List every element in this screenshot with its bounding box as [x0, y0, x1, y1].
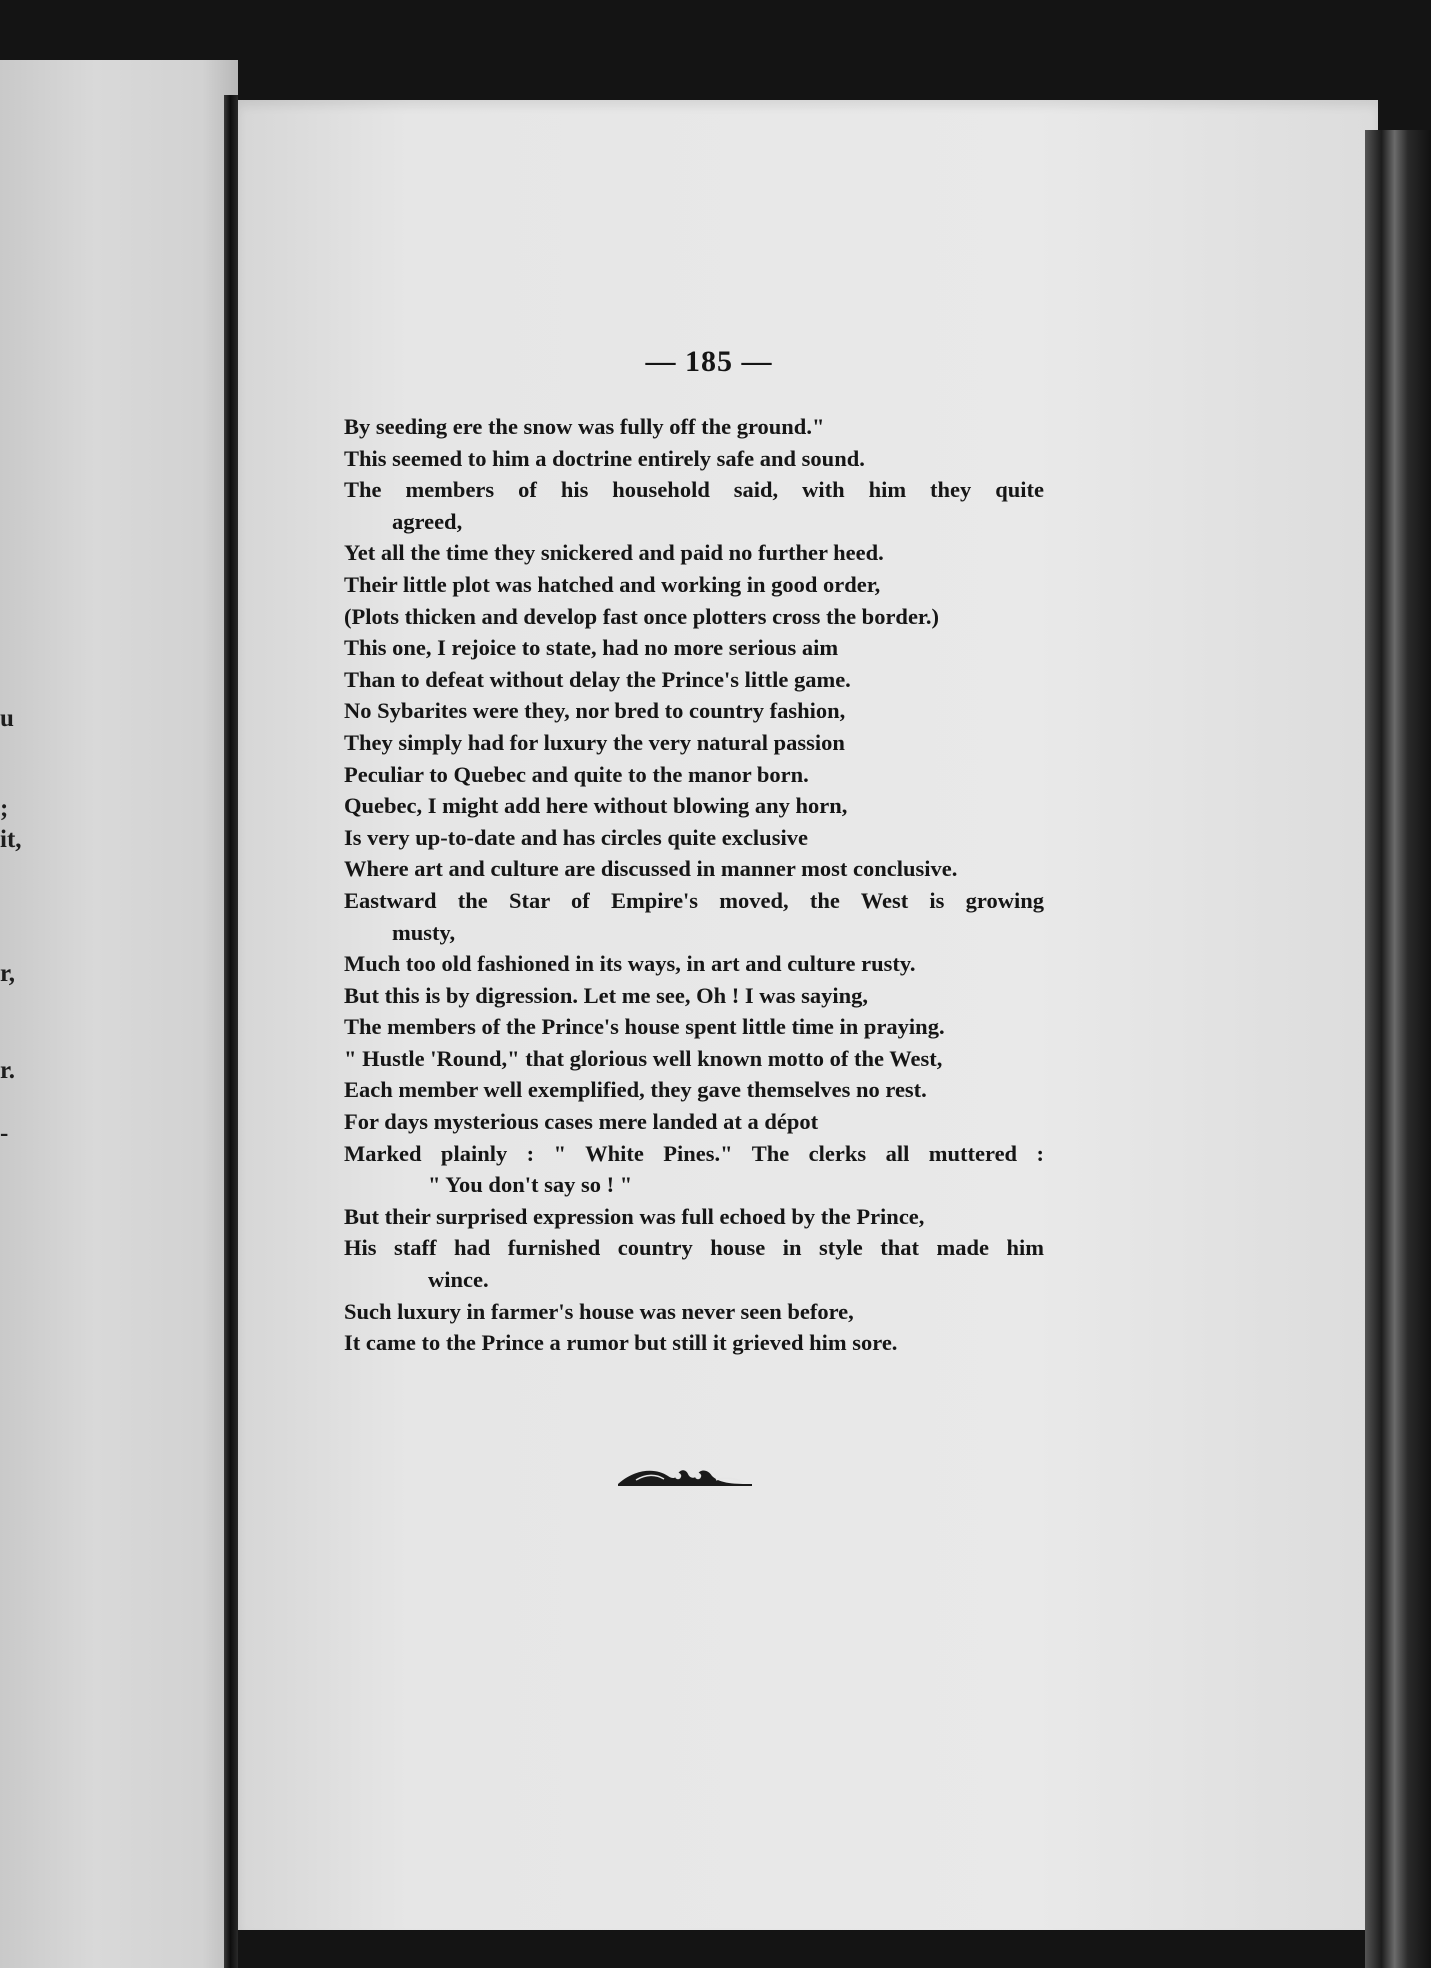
- left-page-fragment: u: [0, 705, 14, 732]
- book-gutter: [224, 95, 238, 1968]
- previous-page-edge: [0, 60, 238, 1968]
- poem-text: [344, 411, 1044, 1359]
- text-line: No Sybarites were they, nor bred to country fashion,: [344, 698, 846, 724]
- text-line: Such luxury in farmer's house was never seen before,: [344, 1298, 854, 1324]
- text-line: wince.: [428, 1267, 489, 1293]
- text-line: By seeding ere the snow was fully off the ground.": [344, 414, 825, 439]
- text-line: Eastward the Star of Empire's moved, the West is growing: [344, 887, 1044, 913]
- text-line: But their surprised expression was full echoed by the Prince,: [344, 1203, 925, 1229]
- text-line: (Plots thicken and develop fast once plotters cross the border.): [344, 603, 939, 629]
- tailpiece-ornament: [616, 1464, 754, 1488]
- text-line: musty,: [392, 919, 456, 945]
- left-page-fragment: r,: [0, 960, 16, 987]
- text-line: agreed,: [392, 508, 463, 534]
- text-line: This one, I rejoice to state, had no more serious aim: [344, 635, 839, 661]
- page-number: — 185 —: [645, 345, 773, 378]
- text-line: Yet all the time they snickered and paid no further heed.: [344, 540, 884, 566]
- left-page-fragment: ;: [0, 795, 9, 822]
- text-line: Than to defeat without delay the Prince's little game.: [344, 666, 851, 692]
- text-line: This seemed to him a doctrine entirely safe and sound.: [344, 445, 865, 471]
- text-line: Marked plainly : " White Pines." The clerks all muttered :: [344, 1140, 1044, 1166]
- text-line: Each member well exemplified, they gave themselves no rest.: [344, 1077, 927, 1103]
- left-page-fragment: -: [0, 1120, 9, 1147]
- left-page-fragment: r.: [0, 1057, 16, 1084]
- text-line: Much too old fashioned in its ways, in art and culture rusty.: [344, 951, 916, 977]
- text-line: They simply had for luxury the very natural passion: [344, 729, 845, 755]
- page-stack-edge: [1365, 130, 1431, 1968]
- text-line: His staff had furnished country house in style that made him: [344, 1235, 1044, 1261]
- text-line: It came to the Prince a rumor but still it grieved him sore.: [344, 1330, 898, 1356]
- text-line: But this is by digression. Let me see, Oh ! I was saying,: [344, 982, 869, 1008]
- text-line: " Hustle 'Round," that glorious well known motto of the West,: [344, 1045, 943, 1071]
- text-line: For days mysterious cases mere landed at a dépot: [344, 1109, 819, 1135]
- left-page-fragment: it,: [0, 826, 22, 853]
- text-line: Where art and culture are discussed in manner most conclusive.: [344, 856, 958, 882]
- text-line: Peculiar to Quebec and quite to the manor born.: [344, 761, 809, 787]
- text-line: Their little plot was hatched and working in good order,: [344, 571, 881, 597]
- text-line: Is very up-to-date and has circles quite exclusive: [344, 824, 808, 850]
- text-line: Quebec, I might add here without blowing any horn,: [344, 793, 848, 819]
- text-line: The members of his household said, with him they quite: [344, 477, 1044, 503]
- text-line: " You don't say so ! ": [428, 1172, 633, 1198]
- text-line: The members of the Prince's house spent little time in praying.: [344, 1014, 945, 1040]
